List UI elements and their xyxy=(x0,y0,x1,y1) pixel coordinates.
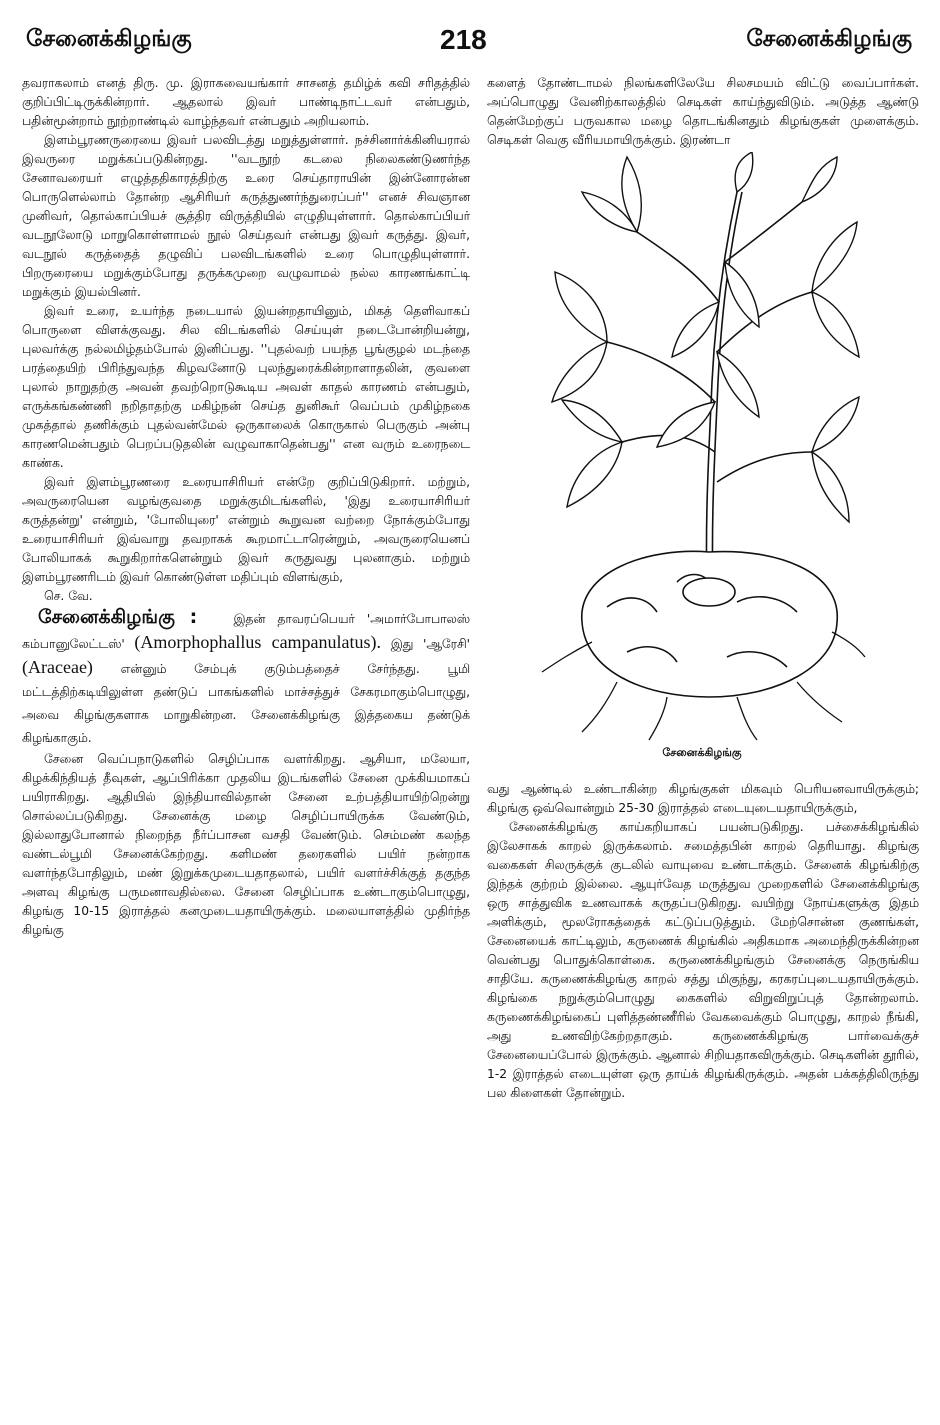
running-head-right: சேனைக்கிழங்கு xyxy=(746,26,912,52)
paragraph: தவராகலாம் எனத் திரு. மு. இராகவையங்கார் சாசனத் தமிழ்க் கவி சரிதத்தில் குறிப்பிட்டிருக்கின்றார். ஆதலால் இவர் பாண்டிநாட்டவர் என்பதும், பதின்மூன்றாம் நூற்றாண்டில் வாழ்ந்தவர் என்பதும் அறியலாம். xyxy=(22,76,470,128)
paragraph: இளம்பூரணருரையை இவர் பலவிடத்து மறுத்துள்ளார். நச்சினார்க்கினியரால் இவருரை மறுக்கப்படுகின்றது. ''வடநூற் கடலை நிலைகண்டுணர்ந்த சேனாவரையர் எழுத்ததிகாரத்திற்கு உரை செய்தாராயின் இன்னோரன்ன பொருளெல்லாம் தோன்ற ஆசிரியர் கருத்துணர்ந்துரைப்பர்'' எனச் சிவஞான முனிவர், தொல்காப்பியச் சூத்திர விருத்தியில் எழுதியுள்ளார். தொல்காப்பியர் வடநூலோடு மாறுகொள்ளாமல் நூல் செய்தவர் என்பது இவர் கருத்து. இவர், வடநூல் கருத்தைத் தழுவிப் பலவிடங்களில் உரை பொழுதியுள்ளார். பிறருரையை மறுக்கும்போது தருக்கமுறை வழுவாமல் நல்ல காரணங்காட்டி மறுக்கும் இயல்பினர். xyxy=(22,133,470,299)
entry-text: இது 'ஆரேசி' xyxy=(390,637,470,651)
entry-text: 'அமார்போபாலஸ் கம்பானுலேட்டஸ்' xyxy=(22,612,470,651)
paragraph: சேனைக்கிழங்கு காய்கறியாகப் பயன்படுகிறது. பச்சைக்கிழங்கில் இலேசாகக் காறல் இருக்கலாம். சமைத்தபின் காறல் தெரியாது. கிழங்கு வகைகள் சிலருக்குக் குடலில் வாயுவை உண்டாக்கும். சேனைக் கிழங்கிற்கு இந்தக் குற்றம் இல்லை. ஆயுர்வேத மருத்துவ முறைகளில் சேனைக்கிழங்கு ஒரு சாத்துவிக உணவாகக் கருதப்படுகிறது. வயிற்று நோய்களுக்கு இதம் அளிக்கும், மூலரோகத்தைக் கட்டுப்படுத்தும். மேற்சொன்ன குணங்கள், சேனையைக் காட்டிலும், கருணைக் கிழங்கில் அதிகமாக அமைந்திருக்கின்றன வென்பது பொதுக்கொள்கை. கருணைக்கிழங்கும் சேனைக்கு நெருங்கிய சாதியே. கருணைக்கிழங்கு காறல் சத்து மிகுந்து, கரகரப்புடையதாயிருக்கும். கிழங்கை நறுக்கும்பொழுது கைகளில் விறுவிறுப்புத் தோன்றலாம். கருணைக்கிழங்கைப் புளித்தண்ணீரில் வேகவைக்கும் பொழுது, காறல் நீங்கி, அது உணவிற்கேற்றதாகும். கருணைக்கிழங்கு பார்வைக்குச் சேனையைப்போல் இருக்கும். ஆனால் சிறியதாகவிருக்கும். செடிகளின் தூரில், 1-2 இராத்தல் எடையுள்ள ஒரு தாய்க் கிழங்கிருக்கும். அதன் பக்கத்திலிருந்து பல கிளைகள் தோன்றும். xyxy=(487,820,919,1100)
running-head-left: சேனைக்கிழங்கு xyxy=(26,26,192,52)
page-header xyxy=(0,26,940,66)
paragraph: இவர் இளம்பூரணரை உரையாசிரியர் என்றே குறிப்பிடுகிறார். மற்றும், அவருரையென வழங்குவதை மறுக்குமிடங்களில், 'இது உரையாசிரியர் கருத்தன்று' என்றும், 'போலியுரை' என்றும் கூறுவன வற்றை நோக்கும்போது உரையாசிரியர் இவ்வாறு தவறாகக் கூறமாட்டாரென்றும், அவருரையெனப் போலியாகக் கூறுகிறார்களென்றும் இவர் கருதுவது புலனாகும். மற்றும் இளம்பூரணரிடம் இவர் கொண்டுள்ள மதிப்பும் விளங்கும், xyxy=(22,475,470,584)
paragraph: இவர் உரை, உயர்ந்த நடையால் இயன்றதாயினும், மிகத் தெளிவாகப் பொருளை விளக்குவது. சில விடங்களில் செய்யுள் நடைபோன்றியன்று, புலவர்க்கு நல்லமிழ்தம்போல் இனிப்பது. ''புதல்வற் பயந்த பூங்குழல் மடந்தை பரத்தையிற் பிரிந்துவந்த கிழவனோடு புலந்துரைக்கின்றாளாதலின், குவளை புலால் நாறுதற்கு அவன் தவற்றொடுகூடிய அவள் காதல் காரணம் என்பதும், எருக்கங்கண்ணி நறிதாதற்கு மகிழ்நன் செய்த துனிகூர் வெப்பம் முகிழ்நகை முகத்தால் தணிக்கும் புதல்வன்மேல் ஒருகாலைக் கொருகால் பெருகும் அன்பு காரணமென்பதும் பெறப்படுதலின் வழுவாகாதென்பது'' என வரும் உரைநடை காண்க. xyxy=(22,304,470,470)
paragraph: சேனை வெப்பநாடுகளில் செழிப்பாக வளர்கிறது. ஆசியா, மலேயா, கிழக்கிந்தியத் தீவுகள், ஆப்பிரிக்கா முதலிய இடங்களில் சேனை முக்கியமாகப் பயிராகிறது. ஆதியில் இந்தியாவில்தான் சேனை உற்பத்தியாயிற்றென்று சொல்லப்படுகிறது. சேனைக்கு மழை செழிப்பாயிருக்க வேண்டும், இல்லாதுபோனால் நிறைந்த நீர்ப்பாசன வசதி வேண்டும். செம்மண் கலந்த வண்டல்பூமி சேனைக்கேற்றது. களிமண் தரைகளில் பயிர் நன்றாக வளர்ந்தபோதிலும், மண் இறுக்கமுடையதாதலால், பயிர் வளர்ச்சிக்குத் தகுந்த அளவு கிழங்கு பருமனாவதில்லை. சேனை செழிப்பாக உண்டாகும்பொழுது, கிழங்கு 10-15 இராத்தல் கனமுடையதாயிருக்கும். மலையாளத்தில் முதிர்ந்த கிழங்கு xyxy=(22,752,470,937)
left-column xyxy=(22,74,470,940)
entry-text: இதன் தாவரப்பெயர் xyxy=(233,612,355,626)
paragraph: வது ஆண்டில் உண்டாகின்ற கிழங்குகள் மிகவும் பெரியனவாயிருக்கும்; கிழங்கு ஒவ்வொன்றும் 25-30 இராத்தல் எடையுடையதாயிருக்கும், xyxy=(487,782,919,815)
plant-illustration-figure xyxy=(487,152,919,772)
entry-heading: சேனைக்கிழங்கு : xyxy=(38,606,198,628)
right-column-continuation xyxy=(487,780,919,1103)
botanical-name: (Amorphophallus campanulatus). xyxy=(134,632,382,652)
right-column xyxy=(487,74,919,1103)
family-name: (Araceae) xyxy=(22,657,93,677)
author-signature: செ. வே. xyxy=(44,589,93,603)
entry-paragraph xyxy=(22,606,470,750)
paragraph: களைத் தோண்டாமல் நிலங்களிலேயே சிலசமயம் விட்டு வைப்பார்கள். அப்பொழுது வேனிற்காலத்தில் செடிகள் காய்ந்துவிடும். அடுத்த ஆண்டு தென்மேற்குப் பருவகால மழை தொடங்கினதும் கிழங்குகள் முளைக்கும். செடிகள் வெகு வீரியமாயிருக்கும். இரண்டா xyxy=(487,76,919,147)
page-number: 218 xyxy=(440,24,487,55)
entry-text: என்னும் சேம்புக் குடும்பத்தைச் சேர்ந்தது. பூமி மட்டத்திற்கடியிலுள்ள தண்டுப் பாகங்களில் மாச்சத்துச் சேகரமாகும்பொழுது, அவை கிழங்குகளாக மாறுகின்றன. சேனைக்கிழங்கு இத்தகைய தண்டுக் கிழங்காகும். xyxy=(22,662,470,745)
elephant-foot-yam-illustration xyxy=(537,152,867,742)
figure-caption: சேனைக்கிழங்கு xyxy=(662,746,742,759)
